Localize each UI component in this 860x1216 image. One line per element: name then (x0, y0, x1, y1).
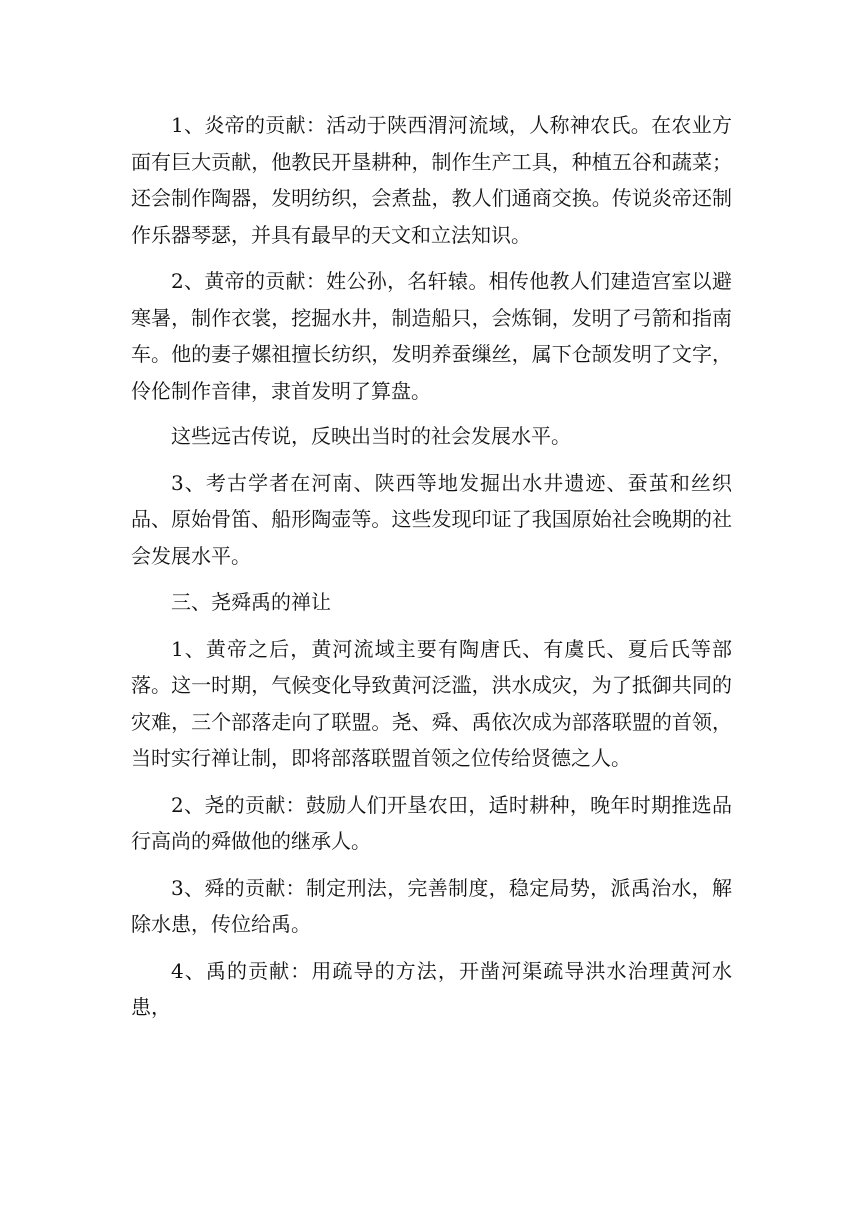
paragraph-huang-di-contributions: 2、黄帝的贡献：姓公孙，名轩辕。相传他教人们建造宫室以避寒暑，制作衣裳，挖掘水井，制造船只，会炼铜，发明了弓箭和指南车。他的妻子嫘祖擅长纺织，发明养蚕缫丝，属下仓颉发明了文字，伶伦制作音律，隶首发明了算盘。 (131, 269, 732, 403)
paragraph-archaeological-findings: 3、考古学者在河南、陕西等地发掘出水井遗迹、蚕茧和丝织品、原始骨笛、船形陶壶等。这些发现印证了我国原始社会晚期的社会发展水平。 (131, 470, 732, 568)
paragraph-legends-reflection: 这些远古传说，反映出当时的社会发展水平。 (171, 424, 571, 448)
paragraph-shun-contributions: 3、舜的贡献：制定刑法，完善制度，稳定局势，派禹治水，解除水患，传位给禹。 (131, 875, 732, 936)
paragraph-yao-contributions: 2、尧的贡献：鼓励人们开垦农田，适时耕种，晚年时期推选品行高尚的舜做他的继承人。 (131, 792, 732, 853)
section-heading-abdication: 三、尧舜禹的禅让 (171, 590, 331, 614)
paragraph-yu-contributions: 4、禹的贡献：用疏导的方法，开凿河渠疏导洪水治理黄河水患， (131, 958, 732, 1019)
paragraph-after-huang-di: 1、黄帝之后，黄河流域主要有陶唐氏、有虞氏、夏后氏等部落。这一时期，气候变化导致黄河泛滥，洪水成灾，为了抵御共同的灾难，三个部落走向了联盟。尧、舜、禹依次成为部落联盟的首领，当时实行禅让制，即将部落联盟首领之位传给贤德之人。 (131, 636, 732, 770)
paragraph-yan-di-contributions: 1、炎帝的贡献：活动于陕西渭河流域，人称神农氏。在农业方面有巨大贡献，他教民开垦耕种，制作生产工具，种植五谷和蔬菜；还会制作陶器，发明纺织，会煮盐，教人们通商交换。传说炎帝还制作乐器琴瑟，并具有最早的天文和立法知识。 (131, 113, 732, 247)
